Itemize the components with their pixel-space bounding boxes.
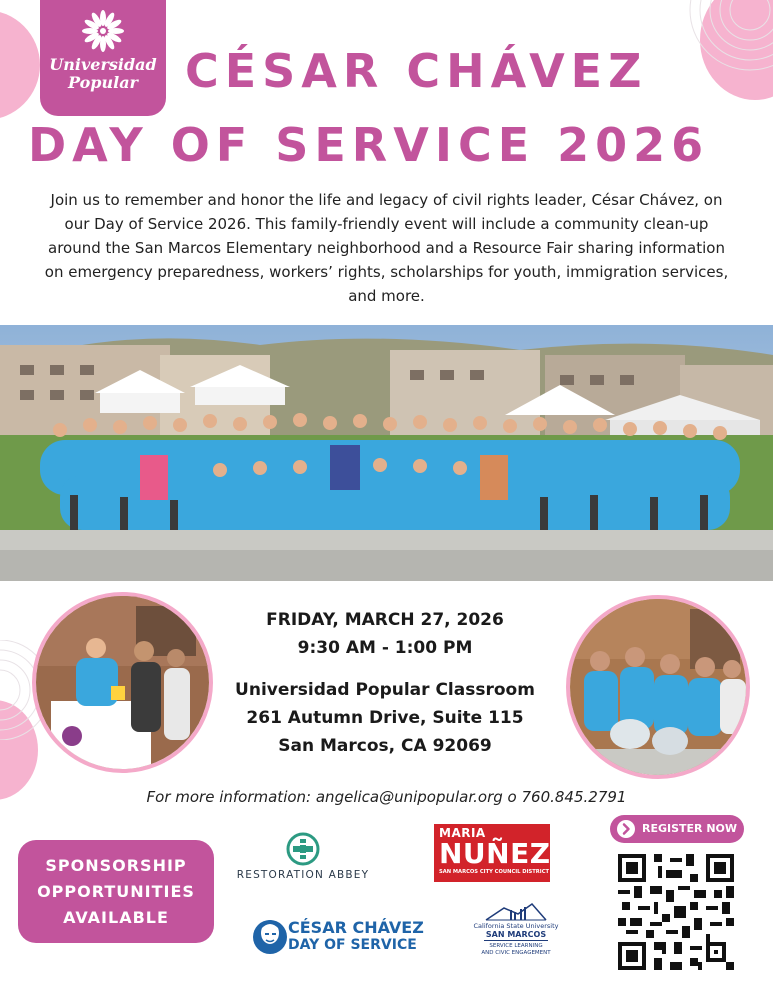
register-now-label: REGISTER NOW [642, 822, 738, 835]
maria-council-district: SAN MARCOS CITY COUNCIL DISTRICT 1 [439, 869, 555, 875]
title-line-2: DAY OF SERVICE 2026 [28, 118, 710, 172]
logo-wordmark [40, 56, 166, 92]
qr-code[interactable] [618, 854, 734, 970]
csu-line-4: AND CIVIC ENGAGEMENT [481, 950, 551, 956]
universidad-popular-logo [40, 0, 166, 116]
sponsorship-line-2: OPPORTUNITIES [37, 882, 195, 901]
resource-fair-photo-left [32, 592, 213, 773]
decorative-circle-top-left [0, 10, 40, 120]
sponsorship-box [18, 840, 214, 943]
ccdos-line-1: CÉSAR CHÁVEZ [288, 918, 424, 937]
group-photo-illustration [0, 325, 773, 581]
logo-line-1: Universidad [49, 55, 157, 74]
title-line-1: CÉSAR CHÁVEZ [185, 44, 648, 98]
restoration-abbey-logo [232, 832, 374, 884]
event-date: FRIDAY, MARCH 27, 2026 [266, 610, 504, 630]
logo-line-2: Popular [68, 73, 138, 92]
cesar-chavez-portrait-icon [252, 915, 288, 959]
event-address-line-1: 261 Autumn Drive, Suite 115 [246, 708, 524, 728]
volunteers-illustration-right [570, 599, 750, 779]
maria-first-name: MARIA [439, 826, 486, 840]
chevron-right-circle-icon [616, 819, 636, 839]
ccdos-line-2: DAY OF SERVICE [288, 937, 417, 953]
sponsorship-line-1: SPONSORSHIP [45, 856, 187, 875]
group-photo [0, 325, 773, 581]
sponsorship-line-3: AVAILABLE [63, 908, 169, 927]
register-now-button[interactable] [610, 815, 744, 843]
csu-line-2: SAN MARCOS [485, 930, 547, 939]
csu-san-marcos-logo [466, 900, 566, 976]
csu-line-1: California State University [473, 922, 559, 930]
csusm-building-icon [484, 900, 548, 922]
maria-last-name: NUÑEZ [439, 837, 551, 870]
volunteers-photo-right [566, 595, 750, 779]
cesar-chavez-day-of-service-logo [252, 915, 442, 961]
event-time: 9:30 AM - 1:00 PM [297, 638, 473, 658]
contact-info[interactable]: For more information: angelica@unipopular.org o 760.845.2791 [146, 788, 627, 806]
flower-icon [80, 8, 126, 54]
maria-nunez-logo [434, 824, 555, 882]
event-location [210, 676, 560, 760]
intro-paragraph: Join us to remember and honor the life and legacy of civil rights leader, César Chávez, on our Day of Service 2026. This family-friendly event will include a community clean-up around the San Marcos Elementary neighborhood and a Resource Fair sharing information on emergency preparedness, workers’ rights, scholarships for youth, immigration services, and more. [44, 191, 729, 305]
event-address-line-2: San Marcos, CA 92069 [278, 736, 492, 756]
abbey-cross-icon [286, 832, 320, 866]
restoration-abbey-text: RESTORATION ABBEY [236, 869, 370, 881]
event-venue: Universidad Popular Classroom [235, 680, 535, 700]
csu-line-3: SERVICE LEARNING [489, 943, 543, 949]
event-date-time [220, 606, 550, 662]
resource-fair-illustration-left [36, 596, 213, 773]
